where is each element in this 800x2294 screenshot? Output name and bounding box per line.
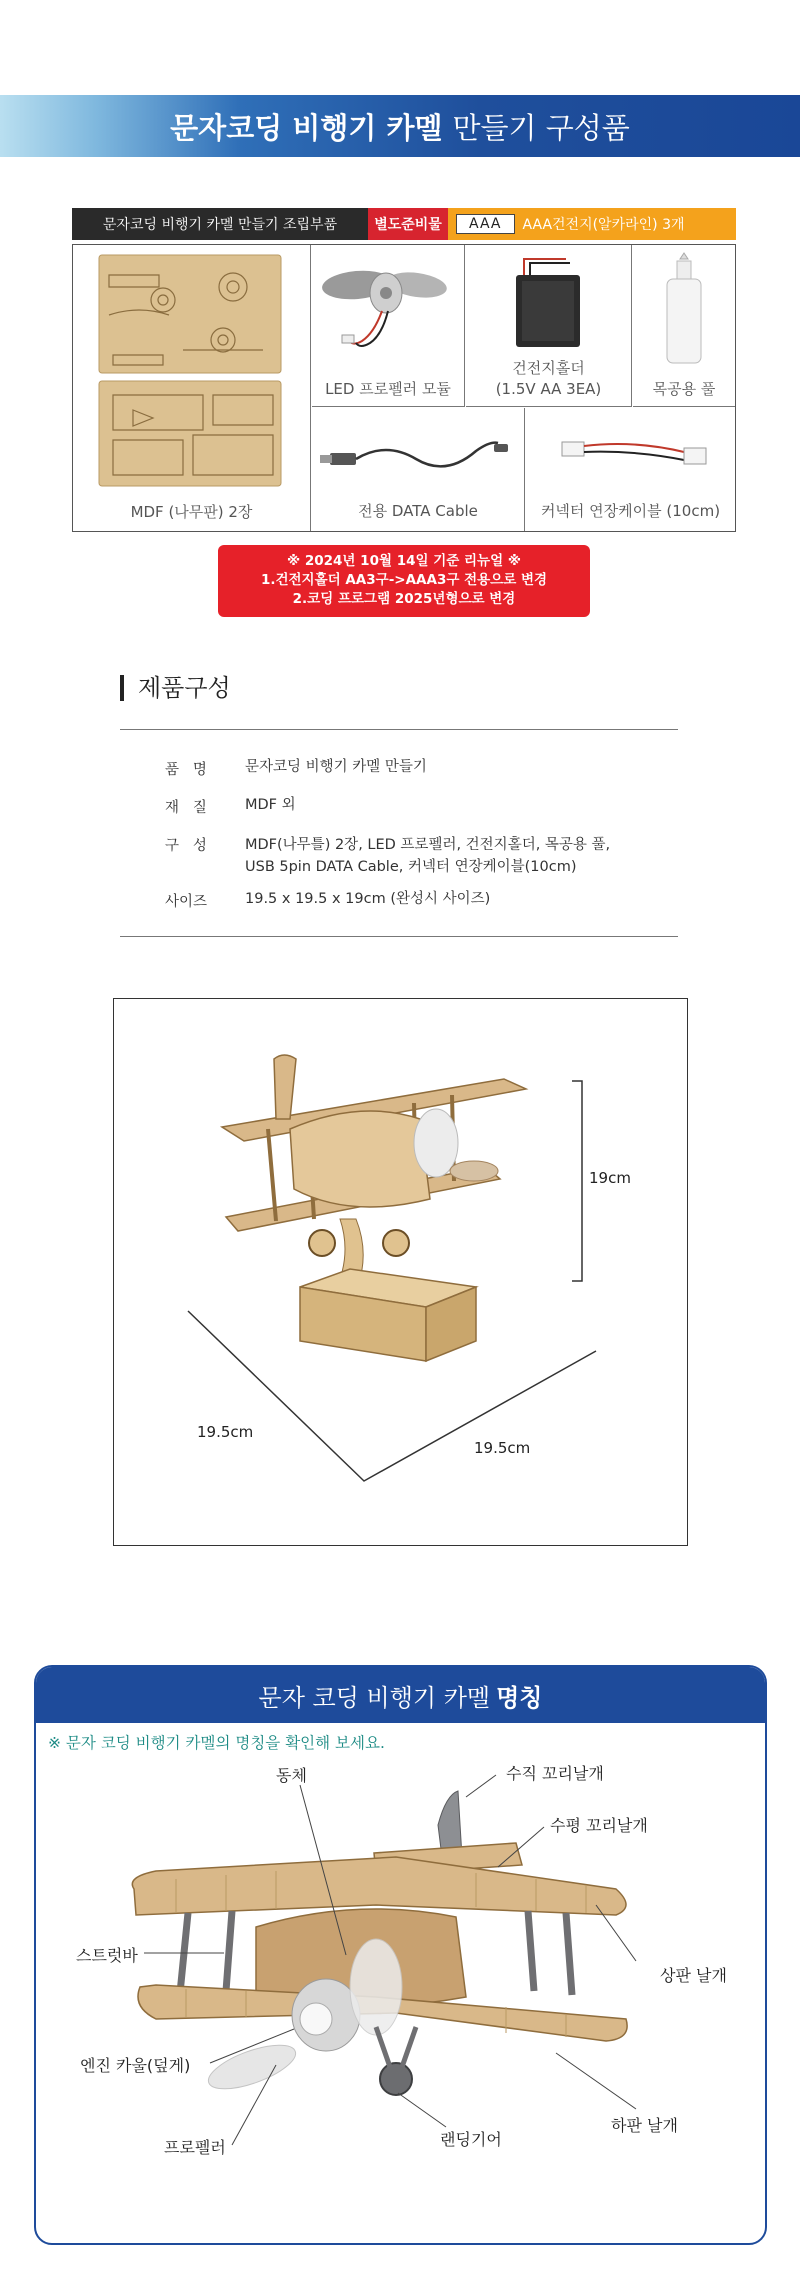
- part-names-section: [34, 1665, 767, 2245]
- page-banner: [0, 95, 800, 157]
- label-propeller: 프로펠러: [164, 2138, 226, 2157]
- spec-key: 품 명: [165, 762, 207, 778]
- part-mdf-label: MDF (나무판) 2장: [130, 503, 253, 521]
- kit-parts-label: 문자코딩 비행기 카멜 만들기 조립부품: [72, 208, 368, 240]
- part-led-propeller: [312, 245, 465, 407]
- spec-row-size: [165, 890, 490, 911]
- spec-value-group: [245, 834, 610, 878]
- part-connector-label: 커넥터 연장케이블 (10cm): [540, 502, 721, 520]
- spec-row-name: [165, 758, 427, 779]
- composition-top-divider: [120, 729, 678, 730]
- composition-bottom-divider: [120, 936, 678, 937]
- spec-value: MDF 외: [245, 797, 296, 813]
- width-dimension-left: 19.5cm: [197, 1423, 254, 1441]
- spec-key: 재 질: [165, 800, 207, 816]
- part-data-cable: [312, 408, 525, 531]
- spec-row-contents: [165, 834, 610, 878]
- part-cable-label: 전용 DATA Cable: [358, 502, 478, 520]
- label-strut: 스트럿바: [76, 1946, 138, 1965]
- names-title-regular: 문자 코딩 비행기 카멜: [258, 1683, 491, 1712]
- part-mdf: [73, 245, 311, 531]
- part-holder-label: 건전지홀더: [512, 359, 585, 377]
- parts-grid: [72, 244, 736, 532]
- glue-bottle-image: [633, 245, 735, 373]
- label-fuselage: 동체: [276, 1766, 307, 1785]
- height-dimension: 19cm: [589, 1169, 631, 1187]
- spec-row-material: [165, 796, 296, 817]
- part-battery-holder: [466, 245, 632, 407]
- width-dimension-right: 19.5cm: [474, 1439, 531, 1457]
- names-subtitle: ※ 문자 코딩 비행기 카멜의 명칭을 확인해 보세요.: [48, 1734, 385, 1752]
- notice-line-2: 1.건전지홀더 AA3구->AAA3구 전용으로 변경: [260, 572, 548, 588]
- spec-value-line-2: USB 5pin DATA Cable, 커넥터 연장케이블(10cm): [245, 859, 577, 875]
- battery-type-box: AAA: [456, 214, 515, 234]
- label-horizontal-tail: 수평 꼬리날개: [550, 1816, 648, 1835]
- dimension-figure: [113, 998, 688, 1546]
- part-holder-spec: (1.5V AA 3EA): [495, 380, 602, 398]
- label-landing-gear: 랜딩기어: [440, 2130, 502, 2149]
- banner-title-bold: 문자코딩 비행기 카멜: [170, 110, 443, 145]
- mdf-boards-image: [73, 245, 311, 495]
- battery-text: AAA건전지(알카라인) 3개: [522, 217, 685, 233]
- label-lower-wing: 하판 날개: [611, 2116, 678, 2135]
- connector-cable-image: [526, 408, 735, 498]
- renewal-notice: [218, 545, 590, 617]
- parts-header: [72, 208, 736, 240]
- part-glue-label: 목공용 풀: [652, 380, 716, 398]
- composition-title: 제품구성: [120, 675, 231, 701]
- spec-value: 19.5 x 19.5 x 19cm (완성시 사이즈): [245, 891, 491, 907]
- battery-holder-image: [466, 245, 632, 355]
- data-cable-image: [312, 408, 525, 498]
- label-engine-cowl: 엔진 카울(덮게): [80, 2056, 191, 2075]
- part-glue: [633, 245, 735, 407]
- label-upper-wing: 상판 날개: [660, 1966, 727, 1985]
- spec-key: 사이즈: [165, 894, 208, 910]
- plane-parts-diagram: [36, 1667, 765, 2243]
- extra-items-label: 별도준비물: [368, 208, 448, 240]
- label-vertical-tail: 수직 꼬리날개: [506, 1764, 604, 1783]
- spec-key: 구 성: [165, 838, 207, 854]
- notice-line-1: ※ 2024년 10월 14일 기준 리뉴얼 ※: [287, 553, 521, 569]
- battery-requirement: [448, 208, 736, 240]
- led-propeller-image: [312, 245, 465, 377]
- spec-value: MDF(나무틀) 2장, LED 프로펠러, 건전지홀더, 목공용 풀,: [245, 837, 611, 853]
- part-led-label: LED 프로펠러 모듈: [325, 380, 451, 398]
- names-title-bold: 명칭: [496, 1683, 543, 1712]
- notice-line-3: 2.코딩 프로그램 2025년형으로 변경: [292, 591, 516, 607]
- assembled-plane-illustration: [114, 999, 686, 1544]
- spec-value: 문자코딩 비행기 카멜 만들기: [245, 759, 427, 775]
- banner-title-rest: 만들기 구성품: [452, 110, 630, 145]
- part-connector-cable: [526, 408, 735, 531]
